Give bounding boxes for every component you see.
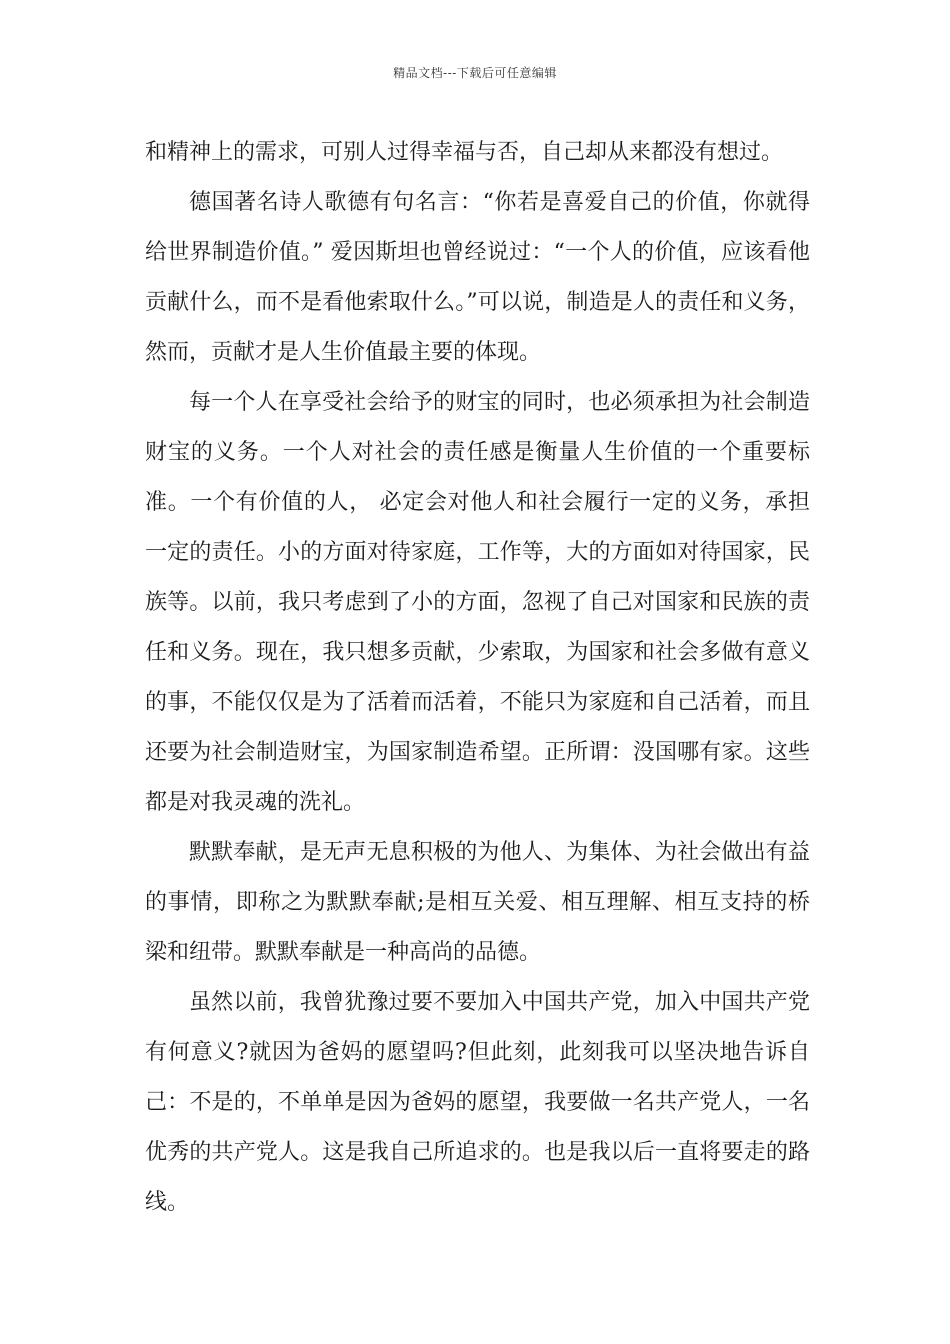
document-body bbox=[145, 128, 810, 1228]
page-header: 精品文档---下载后可任意编辑 bbox=[393, 66, 557, 80]
paragraph-goethe-einstein-quote: 德国著名诗人歌德有句名言：“你若是喜爱自己的价值，你就得给世界制造价值。” 爱因斯坦也曾经说过：“一个人的价值，应该看他贡献什么，而不是看他索取什么。”可以说，制造是人的责任和义务，然而，贡献才是人生价值最主要的体现。 bbox=[145, 190, 810, 365]
paragraph-social-responsibility: 每一个人在享受社会给予的财宝的同时，也必须承担为社会制造财宝的义务。一个人对社会的责任感是衡量人生价值的一个重要标准。一个有价值的人， 必定会对他人和社会履行一定的义务，承担一定的责任。小的方面对待家庭，工作等，大的方面如对待国家，民族等。以前，我只考虑到了小的方面，忽视了自己对国家和民族的责任和义务。现在，我只想多贡献，少索取，为国家和社会多做有意义的事，不能仅仅是为了活着而活着，不能只为家庭和自己活着，而且还要为社会制造财宝，为国家制造希望。正所谓：没国哪有家。这些都是对我灵魂的洗礼。 bbox=[145, 390, 810, 815]
paragraph-silent-dedication: 默默奉献，是无声无息积极的为他人、为集体、为社会做出有益的事情，即称之为默默奉献;是相互关爱、相互理解、相互支持的桥梁和纽带。默默奉献是一种高尚的品德。 bbox=[145, 840, 810, 965]
paragraph-continuation: 和精神上的需求，可别人过得幸福与否，自己却从来都没有想过。 bbox=[145, 140, 784, 165]
paragraph-joining-party: 虽然以前，我曾犹豫过要不要加入中国共产党，加入中国共产党有何意义?就因为爸妈的愿望吗?但此刻，此刻我可以坚决地告诉自己：不是的，不单单是因为爸妈的愿望，我要做一名共产党人，一名优秀的共产党人。这是我自己所追求的。也是我以后一直将要走的路线。 bbox=[145, 990, 810, 1215]
